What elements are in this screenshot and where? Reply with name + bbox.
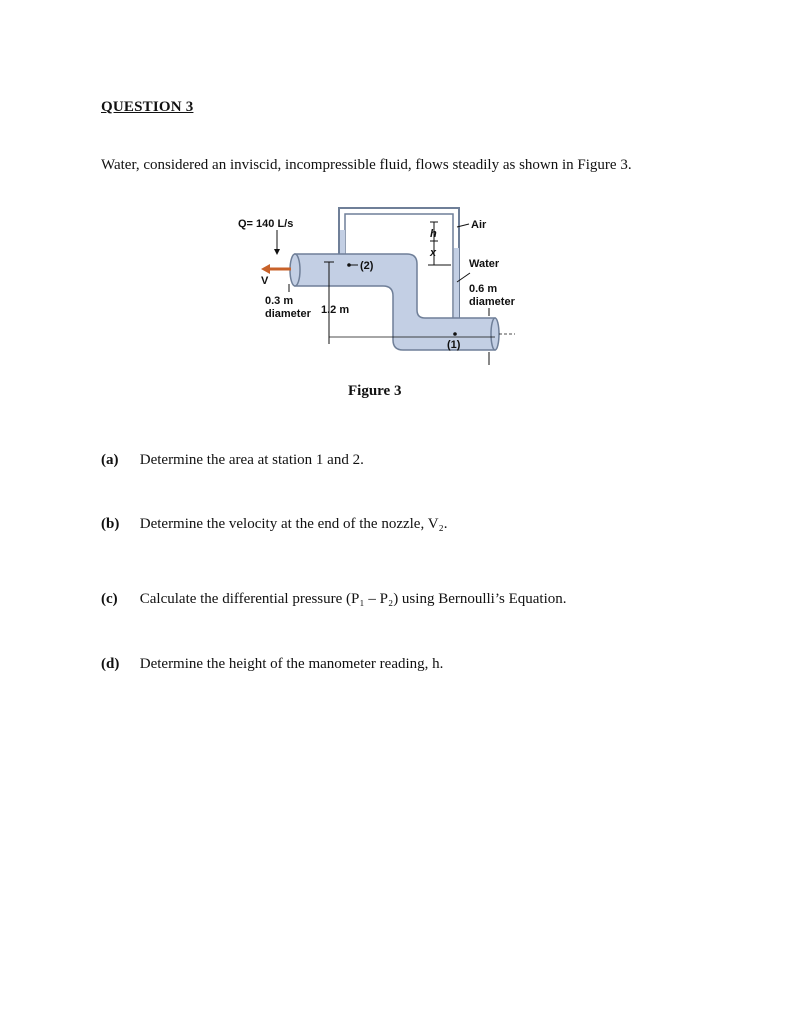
- question-b: [101, 516, 448, 533]
- pipe-body: [295, 254, 498, 350]
- pipe-inlet: [491, 318, 499, 350]
- question-a-label: (a): [101, 452, 119, 468]
- water-label: Water: [469, 258, 500, 270]
- left-diameter-word: diameter: [265, 308, 311, 320]
- station-2-label: (2): [360, 260, 374, 272]
- question-b-label: (b): [101, 516, 120, 532]
- pipe-diagram-svg: [225, 200, 525, 375]
- question-a-text: Determine the area at station 1 and 2.: [139, 452, 364, 468]
- h-label: h: [430, 228, 437, 240]
- question-d-label: (d): [101, 656, 120, 672]
- figure-3-diagram: [225, 200, 525, 375]
- station-2-point: [347, 263, 351, 267]
- velocity-arrow-head: [261, 264, 270, 274]
- left-diameter-value: 0.3 m: [265, 295, 294, 307]
- question-d-text: Determine the height of the manometer reading, h.: [139, 656, 444, 672]
- station-1-point: [453, 332, 457, 336]
- nozzle-exit: [290, 254, 300, 286]
- x-label: x: [430, 247, 437, 259]
- manometer-right-water: [454, 248, 459, 318]
- question-b-text: Determine the velocity at the end of the nozzle, V₂.: [139, 516, 448, 532]
- velocity-label: V: [261, 275, 269, 287]
- question-a: [101, 452, 364, 469]
- intro-text: Water, considered an inviscid, incompressible fluid, flows steadily as shown in Figure 3.: [101, 157, 632, 173]
- right-diameter-value: 0.6 m: [469, 283, 498, 295]
- right-diameter-word: diameter: [469, 296, 515, 308]
- air-label: Air: [471, 219, 487, 231]
- height-label: 1.2 m: [321, 304, 350, 316]
- figure-caption: Figure 3: [348, 383, 402, 399]
- station-1-label: (1): [447, 339, 461, 351]
- question-d: [101, 656, 443, 673]
- question-c: [101, 591, 567, 608]
- question-c-text: Calculate the differential pressure (P₁ – P₂) using Bernoulli’s Equation.: [139, 591, 567, 607]
- question-heading: QUESTION 3: [101, 99, 194, 115]
- question-c-label: (c): [101, 591, 118, 607]
- flow-rate-label: Q= 140 L/s: [238, 218, 294, 230]
